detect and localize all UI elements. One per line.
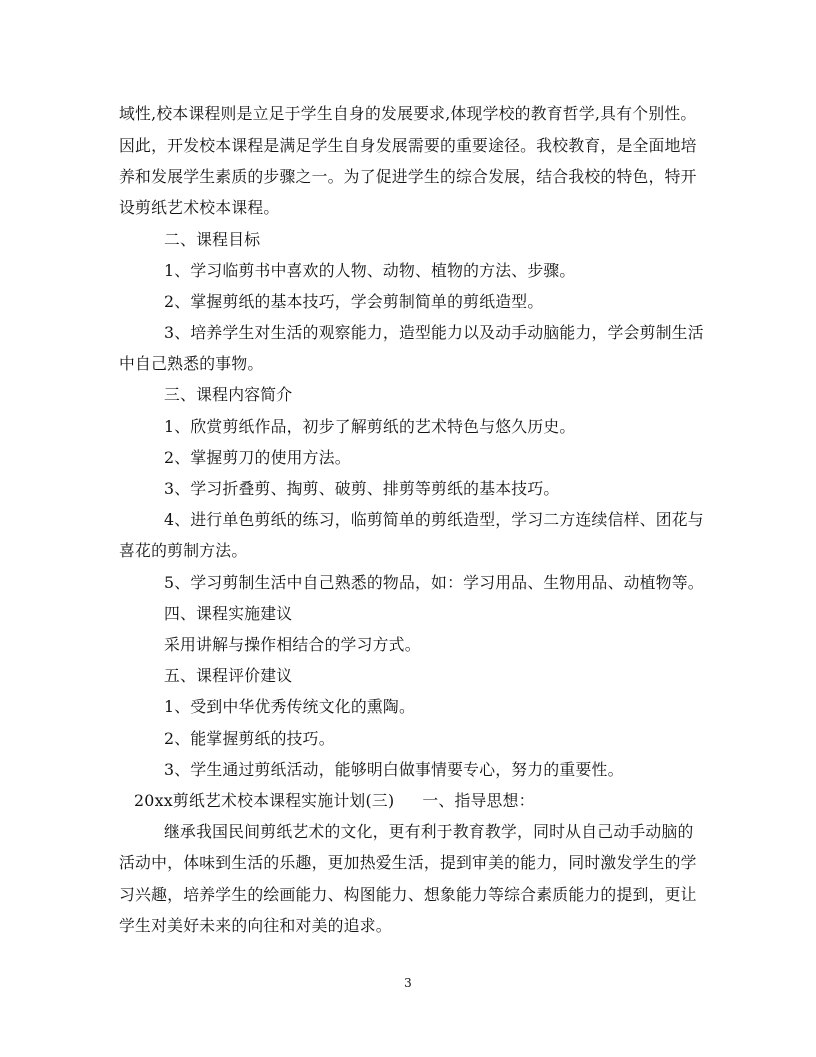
- paragraph-line: 设剪纸艺术校本课程。: [119, 198, 280, 217]
- plan-heading-line: [134, 785, 699, 817]
- list-item: 3、学生通过剪纸活动，能够明白做事情要专心，努力的重要性。: [164, 760, 624, 779]
- list-item: 3、培养学生对生活的观察能力，造型能力以及动手动脑能力，学会剪制生活: [164, 323, 704, 342]
- list-item-continuation: 喜花的剪制方法。: [119, 541, 248, 560]
- list-item: 2、能掌握剪纸的技巧。: [164, 729, 335, 748]
- paragraph-line: 学生对美好未来的向往和对美的追求。: [119, 916, 392, 935]
- section-heading: 五、课程评价建议: [164, 666, 293, 685]
- section-heading: 二、课程目标: [164, 230, 261, 249]
- plan-subheading: 一、指导思想：: [422, 791, 535, 810]
- page-number: 3: [404, 976, 412, 990]
- list-item: 4、进行单色剪纸的练习，临剪简单的剪纸造型，学习二方连续信样、团花与: [164, 510, 704, 529]
- paragraph-line: 习兴趣，培养学生的绘画能力、构图能力、想象能力等综合素质能力的提到，更让: [119, 885, 697, 904]
- list-item: 1、学习临剪书中喜欢的人物、动物、植物的方法、步骤。: [164, 261, 576, 280]
- paragraph-line: 域性,校本课程则是立足于学生自身的发展要求,体现学校的教育哲学,具有个别性。: [119, 104, 697, 123]
- paragraph-line: 继承我国民间剪纸艺术的文化，更有利于教育教学，同时从自己动手动脑的: [164, 822, 694, 841]
- list-item: 1、受到中华优秀传统文化的熏陶。: [164, 697, 416, 716]
- paragraph-line: 采用讲解与操作相结合的学习方式。: [164, 635, 421, 654]
- plan-title: 20xx剪纸艺术校本课程实施计划(三): [134, 791, 395, 810]
- list-item: 2、掌握剪纸的基本技巧，学会剪制简单的剪纸造型。: [164, 292, 544, 311]
- section-heading: 三、课程内容简介: [164, 385, 293, 404]
- list-item: 1、欣赏剪纸作品，初步了解剪纸的艺术特色与悠久历史。: [164, 417, 576, 436]
- list-item: 5、学习剪制生活中自己熟悉的物品，如：学习用品、生物用品、动植物等。: [164, 573, 704, 592]
- list-item: 2、掌握剪刀的使用方法。: [164, 448, 351, 467]
- list-item: 3、学习折叠剪、掏剪、破剪、排剪等剪纸的基本技巧。: [164, 479, 560, 498]
- paragraph-line: 养和发展学生素质的步骤之一。为了促进学生的综合发展，结合我校的特色，特开: [119, 167, 697, 186]
- section-heading: 四、课程实施建议: [164, 604, 293, 623]
- paragraph-line: 活动中，体味到生活的乐趣，更加热爱生活，提到审美的能力，同时激发学生的学: [119, 853, 697, 872]
- list-item-continuation: 中自己熟悉的事物。: [119, 354, 264, 373]
- paragraph-line: 因此，开发校本课程是满足学生自身发展需要的重要途径。我校教育，是全面地培: [119, 136, 697, 155]
